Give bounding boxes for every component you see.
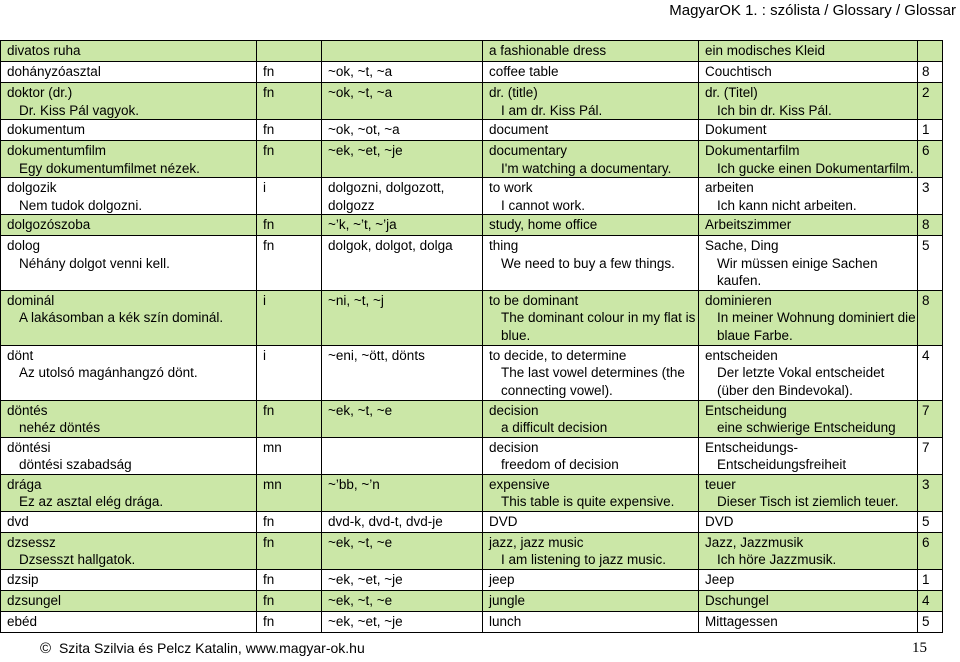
english-text: lunch bbox=[489, 613, 522, 629]
hungarian-example: nehéz döntés bbox=[19, 420, 101, 435]
german-cell bbox=[699, 569, 918, 590]
english-example: This table is quite expensive. bbox=[501, 494, 675, 509]
german-example: eine schwierige Entscheidung bbox=[717, 420, 896, 435]
part-of-speech-text: fn bbox=[263, 402, 275, 418]
part-of-speech-cell bbox=[257, 437, 322, 474]
chapter-cell bbox=[918, 41, 943, 62]
part-of-speech-cell bbox=[257, 345, 322, 400]
part-of-speech-text: fn bbox=[263, 122, 275, 137]
english-cell bbox=[483, 178, 699, 215]
forms-cell bbox=[322, 215, 483, 236]
part-of-speech-cell bbox=[257, 290, 322, 345]
english-text: document bbox=[489, 122, 549, 137]
part-of-speech-text: fn bbox=[263, 571, 275, 587]
hungarian-text: dvd bbox=[7, 513, 29, 529]
forms-cell bbox=[322, 400, 483, 437]
hungarian-text: doktor (dr.) bbox=[7, 85, 73, 100]
german-cell bbox=[699, 400, 918, 437]
english-example: I am listening to jazz music. bbox=[501, 552, 667, 567]
hungarian-text: dominál bbox=[7, 292, 55, 308]
chapter-cell bbox=[918, 215, 943, 236]
hungarian-text: drága bbox=[7, 476, 42, 492]
english-text: study, home office bbox=[489, 217, 598, 232]
english-cell bbox=[483, 569, 699, 590]
table-row bbox=[1, 178, 943, 215]
german-example: Wir müssen einige Sachen kaufen. bbox=[717, 255, 878, 288]
chapter-cell bbox=[918, 474, 943, 511]
part-of-speech-cell bbox=[257, 141, 322, 178]
chapter-cell bbox=[918, 590, 943, 611]
forms-cell bbox=[322, 236, 483, 291]
part-of-speech-cell bbox=[257, 236, 322, 291]
english-cell bbox=[483, 290, 699, 345]
forms-text: ~ok, ~ot, ~a bbox=[328, 122, 400, 137]
forms-text: dvd-k, dvd-t, dvd-je bbox=[328, 513, 443, 529]
english-example: a difficult decision bbox=[501, 420, 608, 435]
hungarian-text: dohányzóasztal bbox=[7, 64, 101, 79]
german-text: arbeiten bbox=[705, 180, 754, 195]
chapter-text: 7 bbox=[922, 439, 930, 455]
hungarian-cell bbox=[1, 141, 257, 178]
part-of-speech-cell bbox=[257, 569, 322, 590]
chapter-text: 5 bbox=[922, 513, 930, 529]
forms-text: dolgok, dolgot, dolga bbox=[328, 238, 453, 253]
chapter-cell bbox=[918, 236, 943, 291]
hungarian-example: Az utolsó magánhangzó dönt. bbox=[19, 365, 198, 380]
english-example: I'm watching a documentary. bbox=[501, 160, 672, 176]
german-text: teuer bbox=[705, 476, 736, 492]
part-of-speech-cell bbox=[257, 120, 322, 141]
german-text: entscheiden bbox=[705, 347, 778, 363]
table-row bbox=[1, 400, 943, 437]
forms-cell bbox=[322, 62, 483, 83]
hungarian-cell bbox=[1, 120, 257, 141]
english-cell bbox=[483, 141, 699, 178]
german-example: Ich gucke einen Dokumentarfilm. bbox=[717, 160, 914, 176]
hungarian-example: Egy dokumentumfilmet nézek. bbox=[19, 160, 200, 176]
german-text: Dokumentarfilm bbox=[705, 143, 800, 158]
table-row bbox=[1, 215, 943, 236]
english-cell bbox=[483, 83, 699, 120]
chapter-text: 5 bbox=[922, 238, 930, 253]
part-of-speech-text: mn bbox=[263, 476, 282, 492]
hungarian-cell bbox=[1, 290, 257, 345]
hungarian-cell bbox=[1, 474, 257, 511]
hungarian-cell bbox=[1, 345, 257, 400]
hungarian-cell bbox=[1, 41, 257, 62]
hungarian-text: dzsip bbox=[7, 571, 39, 587]
part-of-speech-text: fn bbox=[263, 238, 275, 253]
english-cell bbox=[483, 236, 699, 291]
hungarian-cell bbox=[1, 569, 257, 590]
chapter-text: 4 bbox=[922, 592, 930, 608]
hungarian-text: dokumentum bbox=[7, 122, 86, 137]
english-example: freedom of decision bbox=[501, 457, 619, 472]
english-cell bbox=[483, 511, 699, 532]
hungarian-text: dzsungel bbox=[7, 592, 62, 608]
english-text: decision bbox=[489, 402, 539, 418]
forms-text: ~ek, ~t, ~e bbox=[328, 534, 393, 550]
forms-text: ~ek, ~t, ~e bbox=[328, 402, 393, 418]
german-example: Ich höre Jazzmusik. bbox=[717, 552, 837, 567]
english-text: to work bbox=[489, 180, 533, 195]
chapter-text: 3 bbox=[922, 476, 930, 492]
german-cell bbox=[699, 41, 918, 62]
forms-text: ~’bb, ~’n bbox=[328, 476, 380, 492]
forms-text: ~ek, ~et, ~je bbox=[328, 613, 403, 629]
chapter-cell bbox=[918, 345, 943, 400]
part-of-speech-text: fn bbox=[263, 217, 275, 232]
forms-cell bbox=[322, 120, 483, 141]
english-text: DVD bbox=[489, 513, 518, 529]
part-of-speech-text: i bbox=[263, 347, 266, 363]
german-cell bbox=[699, 83, 918, 120]
forms-cell bbox=[322, 474, 483, 511]
part-of-speech-text: fn bbox=[263, 143, 275, 158]
forms-cell bbox=[322, 611, 483, 632]
german-text: Dokument bbox=[705, 122, 767, 137]
hungarian-text: ebéd bbox=[7, 613, 38, 629]
part-of-speech-text: fn bbox=[263, 513, 275, 529]
forms-cell bbox=[322, 83, 483, 120]
hungarian-cell bbox=[1, 62, 257, 83]
hungarian-text: döntés bbox=[7, 402, 48, 418]
english-text: jeep bbox=[489, 571, 515, 587]
german-cell bbox=[699, 590, 918, 611]
page-footer bbox=[40, 640, 365, 657]
chapter-text: 7 bbox=[922, 402, 930, 418]
german-cell bbox=[699, 62, 918, 83]
english-text: expensive bbox=[489, 476, 550, 492]
forms-cell bbox=[322, 141, 483, 178]
english-example: The dominant colour in my flat is blue. bbox=[501, 310, 696, 343]
chapter-cell bbox=[918, 569, 943, 590]
forms-text: ~ek, ~et, ~je bbox=[328, 143, 403, 158]
english-text: documentary bbox=[489, 143, 568, 158]
part-of-speech-text: fn bbox=[263, 613, 275, 629]
forms-text: ~ok, ~t, ~a bbox=[328, 85, 393, 100]
forms-cell bbox=[322, 569, 483, 590]
hungarian-cell bbox=[1, 400, 257, 437]
english-text: decision bbox=[489, 439, 539, 455]
english-cell bbox=[483, 611, 699, 632]
chapter-text: 8 bbox=[922, 64, 930, 79]
hungarian-example: Ez az asztal elég drága. bbox=[19, 494, 164, 509]
chapter-text: 1 bbox=[922, 571, 930, 587]
table-row bbox=[1, 474, 943, 511]
chapter-text: 8 bbox=[922, 292, 930, 308]
table-row bbox=[1, 611, 943, 632]
german-example: Dieser Tisch ist ziemlich teuer. bbox=[717, 494, 899, 509]
english-cell bbox=[483, 532, 699, 569]
chapter-cell bbox=[918, 400, 943, 437]
table-row bbox=[1, 437, 943, 474]
part-of-speech-cell bbox=[257, 62, 322, 83]
chapter-text: 1 bbox=[922, 122, 930, 137]
hungarian-text: dönt bbox=[7, 347, 34, 363]
part-of-speech-text: i bbox=[263, 180, 266, 195]
part-of-speech-text: i bbox=[263, 292, 266, 308]
hungarian-example: A lakásomban a kék szín dominál. bbox=[19, 310, 224, 325]
english-cell bbox=[483, 120, 699, 141]
german-example: In meiner Wohnung dominiert die blaue Farbe. bbox=[717, 310, 916, 343]
german-cell bbox=[699, 178, 918, 215]
english-text: to decide, to determine bbox=[489, 347, 627, 363]
hungarian-cell bbox=[1, 590, 257, 611]
english-text: to be dominant bbox=[489, 292, 579, 308]
german-cell bbox=[699, 611, 918, 632]
hungarian-example: döntési szabadság bbox=[19, 457, 132, 472]
german-text: dominieren bbox=[705, 292, 772, 308]
english-cell bbox=[483, 590, 699, 611]
part-of-speech-cell bbox=[257, 611, 322, 632]
hungarian-text: dolog bbox=[7, 238, 41, 253]
hungarian-cell bbox=[1, 236, 257, 291]
hungarian-text: döntési bbox=[7, 439, 51, 455]
forms-cell bbox=[322, 511, 483, 532]
german-cell bbox=[699, 345, 918, 400]
chapter-cell bbox=[918, 178, 943, 215]
english-cell bbox=[483, 41, 699, 62]
chapter-cell bbox=[918, 120, 943, 141]
part-of-speech-cell bbox=[257, 215, 322, 236]
part-of-speech-text: fn bbox=[263, 592, 275, 608]
glossary-body bbox=[1, 41, 943, 633]
chapter-text: 6 bbox=[922, 143, 930, 158]
table-row bbox=[1, 120, 943, 141]
german-example: Entscheidungsfreiheit bbox=[717, 457, 847, 472]
table-row bbox=[1, 141, 943, 178]
german-text: Mittagessen bbox=[705, 613, 778, 629]
part-of-speech-text: fn bbox=[263, 534, 275, 550]
english-cell bbox=[483, 62, 699, 83]
table-row bbox=[1, 569, 943, 590]
forms-text: dolgozni, dolgozott, dolgozz bbox=[328, 180, 445, 213]
hungarian-example: Dr. Kiss Pál vagyok. bbox=[19, 102, 140, 118]
german-cell bbox=[699, 120, 918, 141]
part-of-speech-cell bbox=[257, 474, 322, 511]
german-cell bbox=[699, 141, 918, 178]
part-of-speech-text: fn bbox=[263, 64, 275, 79]
german-text: ein modisches Kleid bbox=[705, 43, 826, 58]
english-text: jazz, jazz music bbox=[489, 534, 584, 550]
part-of-speech-text: mn bbox=[263, 439, 282, 455]
english-text: thing bbox=[489, 238, 519, 253]
english-cell bbox=[483, 474, 699, 511]
part-of-speech-cell bbox=[257, 590, 322, 611]
hungarian-cell bbox=[1, 511, 257, 532]
german-cell bbox=[699, 511, 918, 532]
forms-cell bbox=[322, 290, 483, 345]
document-header: MagyarOK 1. : szólista / Glossary / Glossar bbox=[669, 2, 956, 19]
page-number: 15 bbox=[912, 640, 927, 656]
part-of-speech-cell bbox=[257, 178, 322, 215]
hungarian-cell bbox=[1, 532, 257, 569]
hungarian-cell bbox=[1, 215, 257, 236]
forms-text: ~ek, ~t, ~e bbox=[328, 592, 393, 608]
forms-cell bbox=[322, 590, 483, 611]
german-example: Ich kann nicht arbeiten. bbox=[717, 197, 857, 213]
german-text: Entscheidungs- bbox=[705, 439, 799, 455]
hungarian-text: dzsessz bbox=[7, 534, 56, 550]
forms-cell bbox=[322, 437, 483, 474]
part-of-speech-cell bbox=[257, 41, 322, 62]
chapter-cell bbox=[918, 141, 943, 178]
german-text: Arbeitszimmer bbox=[705, 217, 792, 232]
german-text: Jazz, Jazzmusik bbox=[705, 534, 804, 550]
hungarian-cell bbox=[1, 178, 257, 215]
german-text: Dschungel bbox=[705, 592, 769, 608]
hungarian-cell bbox=[1, 611, 257, 632]
english-text: dr. (title) bbox=[489, 85, 538, 100]
english-example: We need to buy a few things. bbox=[501, 255, 675, 271]
chapter-text: 8 bbox=[922, 217, 930, 232]
table-row bbox=[1, 590, 943, 611]
part-of-speech-cell bbox=[257, 400, 322, 437]
german-cell bbox=[699, 215, 918, 236]
hungarian-example: Dzsesszt hallgatok. bbox=[19, 552, 136, 567]
hungarian-text: dolgozószoba bbox=[7, 217, 91, 232]
english-text: a fashionable dress bbox=[489, 43, 607, 58]
german-cell bbox=[699, 474, 918, 511]
table-row bbox=[1, 236, 943, 291]
german-text: Entscheidung bbox=[705, 402, 787, 418]
german-cell bbox=[699, 532, 918, 569]
german-cell bbox=[699, 437, 918, 474]
german-cell bbox=[699, 290, 918, 345]
hungarian-cell bbox=[1, 437, 257, 474]
hungarian-text: dolgozik bbox=[7, 180, 57, 195]
forms-text: ~ek, ~et, ~je bbox=[328, 571, 403, 587]
german-text: dr. (Titel) bbox=[705, 85, 758, 100]
forms-cell bbox=[322, 532, 483, 569]
chapter-text: 6 bbox=[922, 534, 930, 550]
forms-cell bbox=[322, 41, 483, 62]
chapter-cell bbox=[918, 437, 943, 474]
hungarian-text: divatos ruha bbox=[7, 43, 81, 58]
chapter-cell bbox=[918, 62, 943, 83]
part-of-speech-cell bbox=[257, 511, 322, 532]
english-example: I am dr. Kiss Pál. bbox=[501, 102, 603, 118]
english-cell bbox=[483, 400, 699, 437]
english-cell bbox=[483, 345, 699, 400]
forms-text: ~eni, ~ött, dönts bbox=[328, 347, 425, 363]
chapter-text: 2 bbox=[922, 85, 930, 100]
hungarian-cell bbox=[1, 83, 257, 120]
footer-text: Szita Szilvia és Pelcz Katalin, www.magyar-ok.hu bbox=[58, 640, 365, 656]
chapter-text: 5 bbox=[922, 613, 930, 629]
table-row bbox=[1, 83, 943, 120]
table-row bbox=[1, 290, 943, 345]
german-text: Jeep bbox=[705, 571, 735, 587]
chapter-cell bbox=[918, 532, 943, 569]
chapter-cell bbox=[918, 511, 943, 532]
chapter-cell bbox=[918, 611, 943, 632]
chapter-text: 3 bbox=[922, 180, 930, 195]
english-cell bbox=[483, 215, 699, 236]
forms-text: ~ni, ~t, ~j bbox=[328, 292, 384, 308]
german-cell bbox=[699, 236, 918, 291]
table-row bbox=[1, 511, 943, 532]
glossary-table bbox=[0, 40, 943, 633]
english-cell bbox=[483, 437, 699, 474]
english-example: I cannot work. bbox=[501, 197, 586, 213]
copyright-symbol: © bbox=[40, 640, 52, 657]
part-of-speech-cell bbox=[257, 532, 322, 569]
table-row bbox=[1, 345, 943, 400]
german-example: Ich bin dr. Kiss Pál. bbox=[717, 102, 832, 118]
german-text: Couchtisch bbox=[705, 64, 772, 79]
forms-cell bbox=[322, 178, 483, 215]
forms-text: ~ok, ~t, ~a bbox=[328, 64, 393, 79]
english-text: jungle bbox=[489, 592, 526, 608]
part-of-speech-text: fn bbox=[263, 85, 275, 100]
german-text: DVD bbox=[705, 513, 734, 529]
hungarian-text: dokumentumfilm bbox=[7, 143, 107, 158]
table-row bbox=[1, 62, 943, 83]
chapter-text: 4 bbox=[922, 347, 930, 363]
german-text: Sache, Ding bbox=[705, 238, 779, 253]
english-text: coffee table bbox=[489, 64, 559, 79]
table-row bbox=[1, 41, 943, 62]
english-example: The last vowel determines (the connecting vowel). bbox=[501, 365, 685, 398]
forms-text: ~’k, ~’t, ~’ja bbox=[328, 217, 397, 232]
table-row bbox=[1, 532, 943, 569]
forms-cell bbox=[322, 345, 483, 400]
hungarian-example: Nem tudok dolgozni. bbox=[19, 197, 143, 213]
part-of-speech-cell bbox=[257, 83, 322, 120]
hungarian-example: Néhány dolgot venni kell. bbox=[19, 255, 170, 271]
chapter-cell bbox=[918, 83, 943, 120]
german-example: Der letzte Vokal entscheidet (über den Bindevokal). bbox=[717, 365, 885, 398]
chapter-cell bbox=[918, 290, 943, 345]
